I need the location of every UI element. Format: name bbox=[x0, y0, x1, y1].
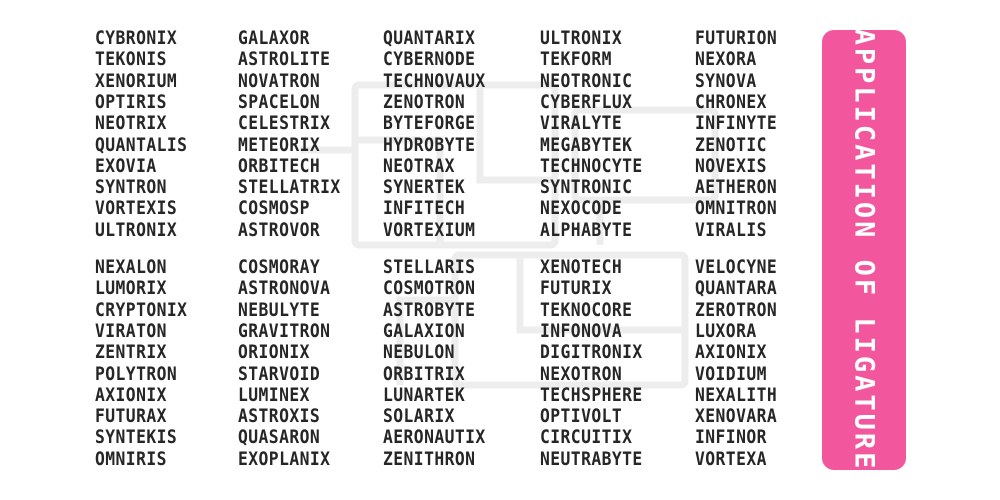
word-item: NEOTRAX bbox=[383, 154, 455, 177]
word-item: NEUTRABYTE bbox=[540, 447, 643, 470]
ligature-label: APPLICATION OF LIGATURE bbox=[848, 28, 880, 472]
word-item: STELLARIS bbox=[383, 256, 476, 278]
word-item: VORTEXIS bbox=[95, 197, 178, 220]
word-item: ASTROVOR bbox=[238, 218, 321, 241]
word-item: LUNARTEK bbox=[383, 383, 466, 406]
word-item: AXIONIX bbox=[95, 383, 167, 406]
word-item: CYBERNODE bbox=[383, 48, 476, 71]
word-item: XENOTECH bbox=[540, 256, 623, 278]
word-item: SPACELON bbox=[238, 90, 321, 113]
word-item: AXIONIX bbox=[695, 341, 767, 364]
word-item: COSMOSP bbox=[238, 197, 310, 220]
word-item: ZENOTIC bbox=[695, 133, 767, 156]
word-item: QUANTARIX bbox=[383, 27, 476, 49]
word-item: GALAXOR bbox=[238, 27, 310, 49]
word-item: EXOPLANIX bbox=[238, 447, 331, 470]
word-item: SYNOVA bbox=[695, 69, 757, 92]
word-item: XENORIUM bbox=[95, 69, 178, 92]
word-item: QUASARON bbox=[238, 426, 321, 449]
word-item: SYNTRONIC bbox=[540, 176, 633, 199]
word-item: AETHERON bbox=[695, 176, 778, 199]
word-item: DIGITRONIX bbox=[540, 341, 643, 364]
word-item: VORTEXA bbox=[695, 447, 767, 470]
word-item: VELOCYNE bbox=[695, 256, 778, 278]
word-item: ASTROXIS bbox=[238, 405, 321, 428]
word-item: NEXALON bbox=[95, 256, 167, 278]
word-item: VIRALIS bbox=[695, 218, 767, 241]
word-item: VIRATON bbox=[95, 319, 167, 342]
word-item: ORBITRIX bbox=[383, 362, 466, 385]
word-item: ASTROBYTE bbox=[383, 298, 476, 321]
word-item: ZEROTRON bbox=[695, 298, 778, 321]
word-item: NEBULYTE bbox=[238, 298, 321, 321]
word-item: ULTRONIX bbox=[95, 218, 178, 241]
word-item: ZENTRIX bbox=[95, 341, 167, 364]
word-item: ASTRONOVA bbox=[238, 277, 331, 300]
word-item: ULTRONIX bbox=[540, 27, 623, 49]
word-item: NEXOCODE bbox=[540, 197, 623, 220]
word-item: SYNERTEK bbox=[383, 176, 466, 199]
word-item: ASTROLITE bbox=[238, 48, 331, 71]
word-item: NEXOTRON bbox=[540, 362, 623, 385]
word-item: TEKFORM bbox=[540, 48, 612, 71]
word-item: FUTURIX bbox=[540, 277, 612, 300]
word-item: TEKONIS bbox=[95, 48, 167, 71]
word-item: SYNTRON bbox=[95, 176, 167, 199]
word-item: INFINOR bbox=[695, 426, 767, 449]
word-item: SYNTEKIS bbox=[95, 426, 178, 449]
word-item: MEGABYTEK bbox=[540, 133, 633, 156]
word-item: OPTIRIS bbox=[95, 90, 167, 113]
word-item: QUANTARA bbox=[695, 277, 778, 300]
word-item: ORBITECH bbox=[238, 154, 321, 177]
word-item: ORIONIX bbox=[238, 341, 310, 364]
word-item: NOVEXIS bbox=[695, 154, 767, 177]
word-item: NEXORA bbox=[695, 48, 757, 71]
word-item: VOIDIUM bbox=[695, 362, 767, 385]
word-item: CIRCUITIX bbox=[540, 426, 633, 449]
word-item: POLYTRON bbox=[95, 362, 178, 385]
word-item: NEBULON bbox=[383, 341, 455, 364]
word-item: TECHSPHERE bbox=[540, 383, 643, 406]
word-item: NEOTRONIC bbox=[540, 69, 633, 92]
word-item: AERONAUTIX bbox=[383, 426, 486, 449]
word-item: BYTEFORGE bbox=[383, 112, 476, 135]
word-item: EXOVIA bbox=[95, 154, 157, 177]
word-item: ZENOTRON bbox=[383, 90, 466, 113]
word-item: INFITECH bbox=[383, 197, 466, 220]
word-item: CRYPTONIX bbox=[95, 298, 188, 321]
ligature-label-panel bbox=[822, 30, 906, 470]
word-item: INFONOVA bbox=[540, 319, 623, 342]
word-item: OMNIRIS bbox=[95, 447, 167, 470]
word-item: METEORIX bbox=[238, 133, 321, 156]
word-item: CYBRONIX bbox=[95, 27, 178, 49]
word-item: LUXORA bbox=[695, 319, 757, 342]
word-item: STARVOID bbox=[238, 362, 321, 385]
word-item: TEKNOCORE bbox=[540, 298, 633, 321]
word-item: NEXALITH bbox=[695, 383, 778, 406]
word-item: STELLATRIX bbox=[238, 176, 341, 199]
word-item: CELESTRIX bbox=[238, 112, 331, 135]
word-item: COSMOTRON bbox=[383, 277, 476, 300]
word-item: COSMORAY bbox=[238, 256, 321, 278]
word-item: FUTURAX bbox=[95, 405, 167, 428]
word-item: LUMINEX bbox=[238, 383, 310, 406]
word-item: HYDROBYTE bbox=[383, 133, 476, 156]
word-item: VORTEXIUM bbox=[383, 218, 476, 241]
word-item: OMNITRON bbox=[695, 197, 778, 220]
word-item: CHRONEX bbox=[695, 90, 767, 113]
word-item: GRAVITRON bbox=[238, 319, 331, 342]
word-item: LUMORIX bbox=[95, 277, 167, 300]
word-item: XENOVARA bbox=[695, 405, 778, 428]
word-item: QUANTALIS bbox=[95, 133, 188, 156]
word-item: CYBERFLUX bbox=[540, 90, 633, 113]
word-item: VIRALYTE bbox=[540, 112, 623, 135]
word-item: ALPHABYTE bbox=[540, 218, 633, 241]
word-item: INFINYTE bbox=[695, 112, 778, 135]
word-item: NOVATRON bbox=[238, 69, 321, 92]
word-item: FUTURION bbox=[695, 27, 778, 49]
word-item: SOLARIX bbox=[383, 405, 455, 428]
word-item: NEOTRIX bbox=[95, 112, 167, 135]
word-item: TECHNOCYTE bbox=[540, 154, 643, 177]
word-item: OPTIVOLT bbox=[540, 405, 623, 428]
word-item: ZENITHRON bbox=[383, 447, 476, 470]
word-item: TECHNOVAUX bbox=[383, 69, 486, 92]
word-item: GALAXION bbox=[383, 319, 466, 342]
